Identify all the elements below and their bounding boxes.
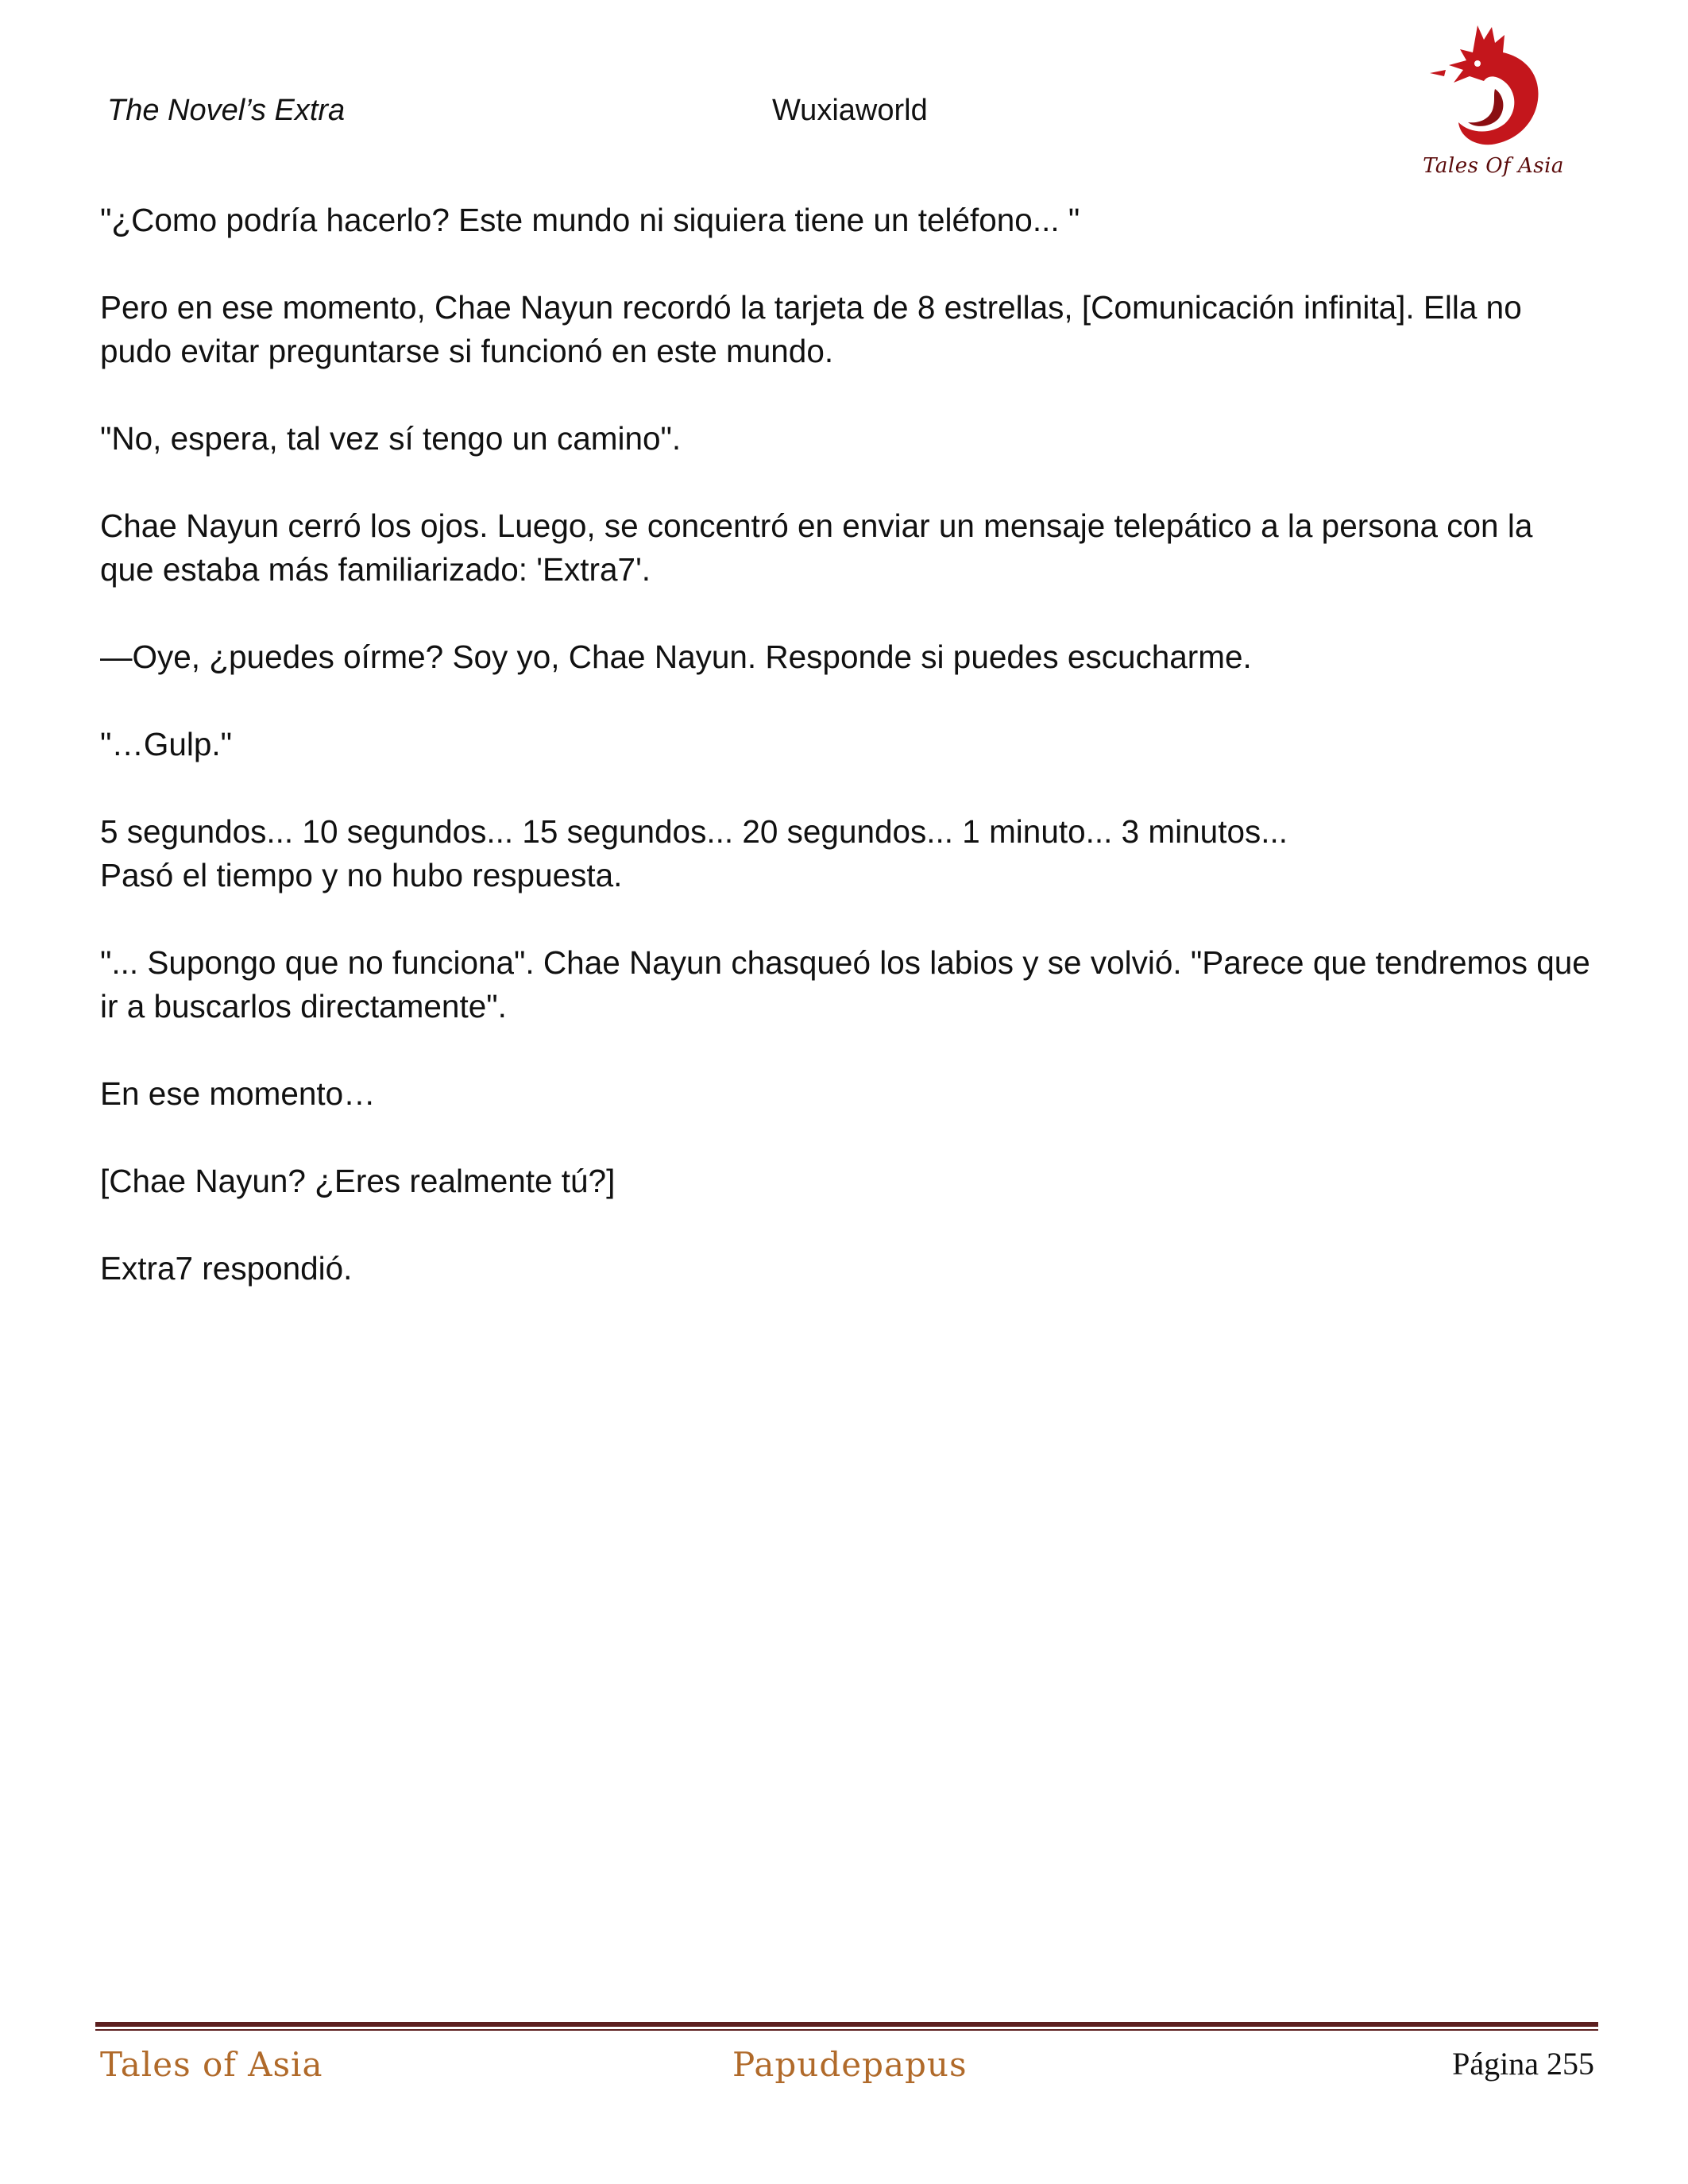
paragraph: En ese momento… bbox=[100, 1075, 376, 1112]
paragraph: Chae Nayun cerró los ojos. Luego, se concentró en enviar un mensaje telepático a la persona con la que estaba más familiarizado: 'Extra7'. bbox=[100, 507, 1533, 588]
logo-text: Tales Of Asia bbox=[1423, 154, 1564, 178]
paragraph: 5 segundos... 10 segundos... 15 segundos... 20 segundos... 1 minuto... 3 minutos... bbox=[100, 813, 1288, 850]
footer-divider bbox=[95, 2022, 1598, 2032]
paragraph: "¿Como podría hacerlo? Este mundo ni siquiera tiene un teléfono... " bbox=[100, 202, 1080, 238]
paragraph: "... Supongo que no funciona". Chae Nayun chasqueó los labios y se volvió. "Parece que tendremos que ir a buscarlos directamente". bbox=[100, 944, 1590, 1024]
page-number: Página 255 bbox=[1452, 2046, 1594, 2082]
paragraph: Pasó el tiempo y no hubo respuesta. bbox=[100, 857, 623, 893]
red-dragon-icon bbox=[1422, 17, 1565, 156]
paragraph: Extra7 respondió. bbox=[100, 1250, 353, 1287]
footer-translator: Papudepapus bbox=[732, 2045, 968, 2084]
header-source: Wuxiaworld bbox=[772, 94, 928, 127]
paragraph: Pero en ese momento, Chae Nayun recordó la tarjeta de 8 estrellas, [Comunicación infinita]. Ella no pudo evitar preguntarse si funcionó en este mundo. bbox=[100, 289, 1522, 369]
header-book-title: The Novel’s Extra bbox=[107, 94, 346, 127]
tales-of-asia-logo bbox=[1422, 17, 1565, 188]
paragraph: "No, espera, tal vez sí tengo un camino". bbox=[100, 420, 682, 457]
paragraph: [Chae Nayun? ¿Eres realmente tú?] bbox=[100, 1163, 616, 1199]
footer-site-name: Tales of Asia bbox=[100, 2045, 323, 2084]
paragraph: "…Gulp." bbox=[100, 726, 233, 762]
paragraph: —Oye, ¿puedes oírme? Soy yo, Chae Nayun. Responde si puedes escucharme. bbox=[100, 639, 1252, 675]
chapter-body bbox=[100, 199, 1593, 1334]
